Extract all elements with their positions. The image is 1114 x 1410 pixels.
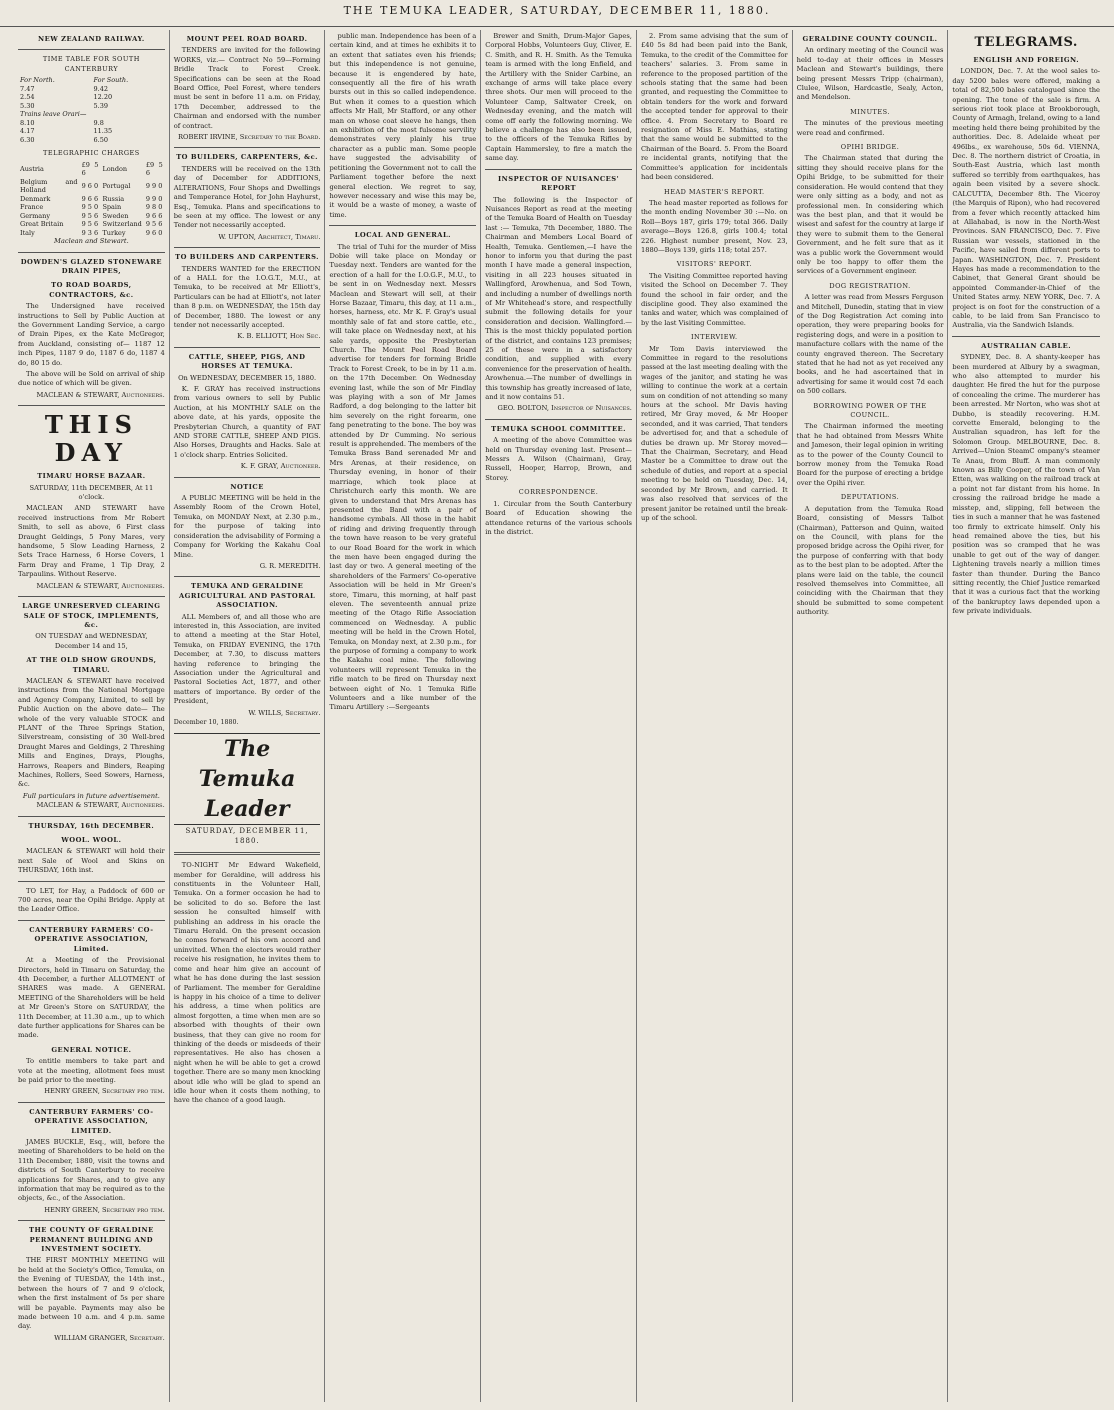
opihi-body: The Chairman stated that during the sitting they should receive plans for the Opihi Bridge, to be submitted for their consideration. He would contend that they were only sitting as a body, and not as professional men. In considering which was the best plan, and that it would be wisest and safest for the country at large if they were to submit them to the General Government, and he felt sure that as it was a public work the Government would only be too happy to offer them the services of a Government engineer.: [796, 154, 944, 276]
local-general-body: The trial of Tuhi for the murder of Miss Dobie will take place on Monday or Tuesday next. Tenders are wanted for the erection of a hall for the I.O.G.F., M.U., to be sent in on Wednesday next. Messrs Maclean and Stewart will sell, at their Horse Bazaar, Timaru, this day, at 11 a.m., horses, harness, etc. Mr K. F. Gray's usual monthly sale of fat and store cattle, etc., will take place on Wednesday next, at his sale yards, opposite the Presbyterian Church. The Mount Peel Road Board advertise for tenders for forming Bridle Track to Forest Creek, to be in by 11 a.m. on the 17th December. On Wednesday evening last, while the son of Mr Findlay was playing with a son of Mr James Radford, a dog belonging to the latter bit him severely on the right forearm, one fang penetrating to the bone. The boy was attended by Dr Cumming. No serious result is apprehended. The members of the Temuka Brass Band serenaded Mr and Mrs Arenas, at their residence, on Thursday evening, in honor of their marriage, which took place at Christchurch early this month. We are given to understand that Mrs Arenas has presented the Band with a pair of handsome cymbals. All those in the habit of riding and driving frequently through the town have reason to be very grateful to our Road Board for the work in which the men have been engaged during the last day or two. A general meeting of the shareholders of the Farmers' Co-operative Association will be held in Mr Green's store, Timaru, this morning, at half past eleven. The seventeenth annual prize meeting of the Otago Rifle Association commenced on Wednesday. A public meeting will be held in the Crown Hotel, Temuka, on Monday next, at 2.30 p.m., for the purpose of forming a company to work the Kakahu coal mine. The following volunteers will represent Temuka in the rifle match to be fired on Thursday next between eight of No. 1 Temuka Rifle Volunteers and a like number of the Timaru Artillery :—Sergeants: [329, 242, 477, 712]
building-society-signature: WILLIAM GRANGER, Secretary.: [54, 1333, 165, 1342]
visitors-title: VISITORS' REPORT.: [676, 260, 752, 269]
tel-cell: Germany: [20, 211, 51, 220]
english-foreign-title: ENGLISH AND FOREIGN.: [973, 56, 1080, 64]
borrowing-body: The Chairman informed the meeting that he had obtained from Messrs White and Jameson, their legal opinion in writing as to the power of the County Council to borrow money from the Temuka Road Board for the purpose of erecting a bridge over the Opihi river.: [796, 422, 944, 487]
bazaar-body: MACLEAN AND STEWART have received instructions from Mr Robert Smith, to sell as above, 6 First class Draught Geldings, 5 Pony Mares, very handsome, 5 Slow Leading Harness, 2 Sets Trace Harness, 6 Horse Covers, 1 Farm Dray and Frame, 1 Tip Dray, 2 Tarpaulins. Without Reserve.: [18, 504, 165, 579]
tel-cell: 9 9 0: [145, 194, 163, 203]
tel-cell: Great Britain: [20, 220, 64, 229]
notice-signature: G. R. MEREDITH.: [259, 561, 321, 570]
rail-cell: 6.50: [93, 135, 108, 144]
general-notice-title: GENERAL NOTICE.: [51, 1045, 132, 1054]
to-let-notice: TO LET, for Hay, a Paddock of 600 or 700 acres, near the Opihi Bridge. Apply at the Leader Office.: [18, 886, 165, 914]
bazaar-title: TIMARU HORSE BAZAAR.: [37, 472, 146, 481]
tel-cell: Austria: [20, 164, 44, 173]
column-3: [325, 30, 481, 1402]
rail-cell: 9.42: [93, 84, 108, 93]
builders-title: TO BUILDERS, CARPENTERS, &c.: [176, 153, 318, 162]
minutes-body: The minutes of the previous meeting were read and confirmed.: [796, 119, 944, 137]
wool-body: MACLEAN & STEWART will hold their next Sale of Wool and Skins on THURSDAY, 16th inst.: [18, 847, 165, 875]
mount-peel-signature: ROBERT IRVINE, Secretary to the Board.: [178, 133, 321, 142]
this-day-heading: THIS DAY: [44, 410, 138, 468]
column-7: [948, 30, 1104, 1402]
borrowing-title: BORROWING POWER OF THE COUNCIL.: [813, 401, 927, 420]
rail-trains-note: Trains leave Orari—: [20, 110, 87, 119]
english-foreign-body: LONDON, Dec. 7. At the wool sales to-day 5200 bales were offered, making a total of 82,500 bales catalogued since the opening. The tone of the sale is firm. A serious riot took place at Brookborough, County of Armagh, Ireland, owing to a land meeting held there being prohibited by the authorities. Dec. 8. Adelaide wheat per 496lbs., ex warehouse, 50s 6d. VIENNA, Dec. 8. The northern district of Croatia, in South-East Austria, which last month suffered so terribly from earthquakes, has again been visited by a severe shock. CALCUTTA, December 8th. The Viceroy (the Marquis of Ripon), who had recovered from a fever which recently attacked him at Allahabad, is now in the North-West Provinces. SAN FRANCISCO, Dec. 7. Five Russian war vessels, stationed in the Pacific, have sailed from different ports to Japan. WASHINGTON, Dec. 7. President Hayes has made a recommendation to the Cabinet, that General Grant should be appointed Commander-in-Chief of the United States army. NEW YORK, Dec. 7. A project is on foot for the construction of a cable, to be laid from San Francisco to Australia, via the Sandwich Islands.: [952, 67, 1100, 330]
masthead: The Temuka Leader: [174, 733, 321, 825]
telegrams-title: TELEGRAMS.: [974, 35, 1078, 50]
correspondence-title: CORRESPONDENCE.: [518, 488, 599, 497]
rail-cell: 7.47: [20, 84, 35, 93]
deputations-body: A deputation from the Temuka Road Board, consisting of Messrs Talbot (Chairman), Patterson and Quinn, waited on the Council, with plans for the proposed bridge across the Opihi river, for the purpose of conferring with that body as to the best plan to be adopted. After the plans were laid on the table, the council resolved themselves into Committee, all coinciding with the Chairman that they should be submitted to some competent authority.: [796, 504, 944, 617]
builders2-body: TENDERS WANTED for the ERECTION of a HALL for the I.O.G.T., M.U., at Temuka, to be received at Mr Elliott's, Particulars can be had at Elliott's, not later than 8 p.m. on WEDNESDAY, the 15th day of December, 1880. The lowest or any tender not necessarily accepted.: [173, 264, 321, 329]
cattle-body: K. F. GRAY has received instructions from various owners to sell by Public Auction, at his MONTHLY SALE on the above date, at his yards, opposite the Presbyterian Church, a quantity of FAT AND STORE CATTLE, SHEEP AND PIGS. Also Horses, Draughts and Hacks. Sale at 1 o'clock sharp. Entries Solicited.: [173, 385, 321, 459]
tel-cell: London: [102, 164, 128, 173]
tel-cell: 9 6 6: [145, 211, 163, 220]
column-2: [170, 30, 326, 1402]
tel-cell: Russia: [102, 194, 125, 203]
head-master-title: HEAD MASTER'S REPORT.: [664, 187, 765, 196]
column-1: [14, 30, 170, 1402]
tel-cell: Portugal: [102, 181, 131, 190]
agri-body: ALL Members of, and all those who are interested in, this Association, are invited to attend a meeting at the Star Hotel, Temuka, on FRIDAY EVENING, the 17th December, at 7.30, to discuss matters having reference to bringing the Association under the Agricultural and Pastoral Societies Act, 1877, and other matters of importance. By order of the President,: [173, 612, 321, 706]
tel-cell: Sweden: [102, 211, 129, 220]
builders-signature: W. UPTON, Architect, Timaru.: [218, 232, 321, 241]
minutes-title: MINUTES.: [850, 107, 890, 116]
rail-cell: 2.54: [20, 93, 35, 102]
building-society-title: THE COUNTY OF GERALDINE PERMANENT BUILDING AND INVESTMENT SOCIETY.: [29, 1226, 154, 1254]
rail-cell: 9.8: [93, 118, 104, 127]
tel-cell: Switzerland: [102, 220, 142, 229]
bazaar-signature: MACLEAN & STEWART, Auctioneers.: [36, 581, 165, 590]
clearing-body: MACLEAN & STEWART have received instructions from the National Mortgage and Agency Company, Limited, to sell by Public Auction on the above date— The whole of the very valuable STOCK and PLANT of the Three Springs Station, Silverstream, consisting of 30 Well-bred Draught Mares and Geldings, 2 Threshing Mills and Engines, Drays, Ploughs, Harrows, Reapers and Binders, Reaping Machines, Rollers, Seed Sowers, Harness, &c.: [18, 676, 165, 789]
tel-cell: 9 6 0: [81, 181, 99, 190]
dowden-title: DOWDEN'S GLAZED STONEWARE DRAIN PIPES,: [20, 257, 163, 275]
tel-cell: Turkey: [102, 228, 126, 237]
cfo2-title: CANTERBURY FARMERS' CO-OPERATIVE ASSOCIATION, LIMITED.: [29, 1107, 154, 1135]
mount-peel-body: TENDERS are invited for the following WORKS, viz.— Contract No 59—Forming Bridle Track to Forest Creek. Specifications can be seen at the Road Board Office, Peel Forest, where tenders must be sent in before 11 a.m. on Friday, 17th December, addressed to the Chairman and endorsed with the number of contract.: [173, 46, 321, 130]
tel-cell: 9 9 0: [145, 181, 163, 190]
head-master-body: The head master reported as follows for the month ending November 30 :—No. on Roll—Boys 187, girls 179; total 366. Daily average—Boys 126.8, girls 100.4; total 226. Highest number present, Nov. 23, 1880—Boys 139, girls 118; total 257.: [640, 198, 788, 254]
clearing-title: LARGE UNRESERVED CLEARING SALE OF STOCK, IMPLEMENTS, &c.: [22, 602, 161, 629]
cfo-title: CANTERBURY FARMERS' CO-OPERATIVE ASSOCIATION, Limited.: [29, 925, 154, 953]
tel-cell: 9 3 6: [81, 228, 99, 237]
rail-head-south: For South.: [93, 76, 129, 85]
column-4: [481, 30, 637, 1402]
rail-cell: 6.30: [20, 135, 35, 144]
wool-title: WOOL. WOOL.: [61, 836, 122, 845]
inspector-signature: GEO. BOLTON, Inspector of Nuisances.: [497, 404, 632, 413]
rail-cell: 8.10: [20, 118, 35, 127]
mount-peel-title: MOUNT PEEL ROAD BOARD.: [186, 35, 308, 43]
tel-cell: 9 5 0: [81, 203, 99, 212]
notice-body: A PUBLIC MEETING will be held in the Assembly Room of the Crown Hotel, Temuka, on MONDAY Next, at 2.30 p.m., for the purpose of taking into consideration the advisability of Forming a Company for Working the Kakahu Coal Mine.: [173, 494, 321, 559]
interview-body: Mr Tom Davis interviewed the Committee in regard to the resolutions passed at the last meeting dealing with the wages of the janitor, and stating he was willing to continue the work at a certain sum on condition of not attending so many hours at the school. Mr Davis having retired, Mr Gray moved, & Mr Hooper seconded, and it was carried, That tenders be advertised for, and that a schedule of duties be drawn up. Mr Storey moved—That the Chairman, Secretary, and Head Master be a Committee to draw out the schedule of duties, and report at a special meeting to be held on Tuesday, Dec. 14, seconded by Mr Brown, and carried. It was also resolved that services of the present janitor be retained until the break-up of the school.: [640, 344, 788, 522]
cattle-date: On WEDNESDAY, DECEMBER 15, 1880.: [178, 373, 317, 382]
railway-subtitle: TIME TABLE FOR SOUTH CANTERBURY: [42, 55, 140, 73]
tel-cell: 9 5 6: [81, 211, 99, 220]
tel-cell: 9 6 0: [145, 228, 163, 237]
rail-head-north: For North.: [20, 76, 55, 85]
tel-cell: France: [20, 203, 44, 212]
rail-cell: 12.20: [93, 93, 113, 102]
interview-title: INTERVIEW.: [690, 333, 738, 342]
tel-cell: Denmark: [20, 194, 51, 203]
newspaper-columns: [14, 30, 1104, 1402]
school-committee-body: A meeting of the above Committee was held on Thursday evening last. Present—Messrs A. Wilson (Chairman), Gray, Russell, Hooper, Harrop, Brown, and Storey.: [485, 436, 632, 482]
dowden-body: The Undersigned have received instructions to Sell by Public Auction at the Government Landing Service, a cargo of Drain Pipes, ex the Kate McGregor, from Auckland, consisting of— 1187 12 inch Pipes, 1187 9 do, 1187 6 do, 1187 4 do, 80 15 do.: [18, 302, 165, 367]
tel-cell: Italy: [20, 228, 35, 237]
deputations-title: DEPUTATIONS.: [840, 493, 900, 502]
telegraph-signature: Maclean and Stewart.: [53, 237, 129, 246]
cfo-body: At a Meeting of the Provisional Directors, held in Timaru on Saturday, the 4th December, a further ALLOTMENT of SHARES was made. A GENERAL MEETING of the Shareholders will be held at Mr Green's Store on SATURDAY, the 11th December, at 11.30 a.m., up to which date further applications for Shares can be made.: [18, 956, 165, 1040]
builders2-title: TO BUILDERS AND CARPENTERS.: [175, 253, 320, 262]
tel-cell: 9 8 0: [145, 203, 163, 212]
cfo2-signature: HENRY GREEN, Secretary pro tem.: [44, 1205, 165, 1214]
dog-registration-title: DOG REGISTRATION.: [829, 281, 911, 290]
tel-cell: £9 5 6: [81, 160, 99, 178]
editorial-body: TO-NIGHT Mr Edward Wakefield, member for Geraldine, will address his constituents in the Volunteer Hall, Temuka. On a former occasion he had to be solicited to do so. Before the last session he consulted himself with publishing an address in his oracle the Timaru Herald. On the present occasion he comes forward of his own accord and uninvited. When the electors would rather receive his resignation, he invites them to come and hear him give an account of what he has done during the last session of Parliament. The member for Geraldine is happy in his choice of a time to deliver his address, a time when politics are almost forgotten, a time when men are so absorbed with thoughts of their own business, that they can give no room for thinking of the deeds or misdeeds of their representatives. He also has chosen a night when he will be able to get a crowd together. There are so many men knocking about idle who will be glad to spend an idle hour when it costs them nothing, to have the chance of a good laugh.: [173, 861, 321, 1105]
rail-cell: 5.39: [93, 101, 108, 110]
tel-cell: 9 6 6: [81, 194, 99, 203]
inspector-body: The following is the Inspector of Nuisances Report as read at the meeting of the Temuka Board of Health on Tuesday last :— Temuka, 7th December, 1880. The Chairman and Members Local Board of Health, Temuka. Gentlemen,—I have the honor to inform you that during the past month I have made a general inspection, visiting in all 223 houses situated in Wallingford, Arowhenua, and Sod Town, and including a number of dwellings north of Mr Whitehead's store, and respectfully submit the following details for your consideration and decision. Wallingford.—This is the most thickly populated portion of the district, and contains 123 premises; 25 of these were in a satisfactory condition, and supplied with every convenience for the preservation of health. Arowhenua.—The number of dwellings in this township has greatly increased of late, and it now contains 51.: [485, 195, 632, 402]
cattle-signature: K. F. GRAY, Auctioneer.: [240, 462, 321, 471]
dowden-note: The above will be Sold on arrival of ship due notice of which will be given.: [18, 370, 165, 388]
clearing-note: Full particulars in future advertisement.: [22, 791, 160, 800]
correspondence-continued: 2. From same advising that the sum of £40 5s 8d had been paid into the Bank, Temuka, to the credit of the Committee for teachers' salaries. 3. From same in reference to the proposed partition of the schools stating that the same had been granted, and requesting the Committee to obtain tenders for the work and forward the accepted tender for approval to their office. 4. From Secretary to Board re resignation of Miss E. Mathias, stating that the same would be submitted to the Chairman of the Board. 5. From the Board re incidental grants, notifying that the Committee's application for incidentals had been considered.: [640, 32, 788, 182]
tel-cell: 9 5 6: [81, 220, 99, 229]
dog-registration-body: A letter was read from Messrs Ferguson and Mitchell, Dunedin, stating that in view of the Dog Registration Act coming into operation, they were preparing books for registering dogs, and were in a position to manufacture collars with the name of the county engraved thereon. The Secretary stated that he had not as yet received any books, and he had ascertained that in advertising for same it would cost 7d each on 500 collars.: [796, 293, 944, 396]
column-5: [637, 30, 793, 1402]
opihi-title: OPIHI BRIDGE.: [840, 143, 900, 152]
cfo2-body: JAMES BUCKLE, Esq., will, before the meeting of Shareholders to be held on the 11th December, 1880, visit the towns and districts of South Canterbury to receive applications for Shares, and to give any information that may be required as to the objects, &c., of the Association.: [18, 1138, 165, 1203]
column-6: [793, 30, 949, 1402]
county-council-title: GERALDINE COUNTY COUNCIL.: [802, 35, 938, 43]
school-committee-title: TEMUKA SCHOOL COMMITTEE.: [491, 424, 626, 433]
dowden-subtitle: TO ROAD BOARDS, CONTRACTORS, &c.: [49, 281, 134, 299]
cattle-title: CATTLE, SHEEP, PIGS, AND HORSES AT TEMUKA.: [188, 352, 306, 371]
railway-title: NEW ZEALAND RAILWAY.: [38, 35, 145, 43]
page-header: THE TEMUKA LEADER, SATURDAY, DECEMBER 11, 1880.: [0, 4, 1114, 27]
tel-cell: Belgium and Holland: [20, 177, 78, 195]
railway-table: [18, 76, 165, 144]
tel-cell: Spain: [102, 203, 122, 212]
tel-cell: 9 5 6: [145, 220, 163, 229]
general-notice-signature: HENRY GREEN, Secretary pro tem.: [44, 1087, 165, 1096]
builders2-signature: K. B. ELLIOTT, Hon Sec.: [237, 332, 321, 341]
general-notice-body: To entitle members to take part and vote at the meeting, allotment fees must be paid prior to the meeting.: [18, 1057, 165, 1084]
builders-body: TENDERS will be received on the 13th day of December for ADDITIONS, ALTERATIONS, Four Shops and Dwellings and Temperance Hotel, for John Hayhurst, Esq., Temuka. Plans and specifications to be seen at my office. The lowest or any Tender not necessarily accepted.: [173, 164, 321, 230]
clearing-date: ON TUESDAY and WEDNESDAY, December 14 and 15,: [35, 632, 148, 650]
dowden-signature: MACLEAN & STEWART, Auctioneers.: [36, 390, 165, 399]
notice-title: NOTICE: [230, 482, 264, 491]
tel-cell: £9 5 6: [145, 160, 163, 178]
australian-cable-title: AUSTRALIAN CABLE.: [981, 341, 1072, 350]
agri-signature: W. WILLS, Secretary.: [248, 708, 321, 717]
rifle-match-body: Brewer and Smith, Drum-Major Gapes, Corporal Hobbs, Volunteers Guy, Cliver, E. C. Smith, and R. H. Smith. As the Temuka team is armed with the long Enfield, and the Artillery with the Snider Carbine, an exchange of arms will take place every three shots. Our men will proceed to the Volunteer Camp, Saltwater Creek, on Wednesday evening, and the match will come off early the following morning. We believe a challenge has also been issued, to the officers of the Temuka Rifles by Captain Hammersley, to fire a match the same day.: [485, 32, 632, 163]
visitors-body: The Visiting Committee reported having visited the School on December 7. They found the school in fair order, and the discipline good. They also examined the tanks and water, which was complained of by the last Visiting Committee.: [640, 271, 788, 327]
county-council-body: An ordinary meeting of the Council was held to-day at their offices in Messrs Maclean and Stewart's buildings, there being present Messrs Tripp (chairman), Clulee, Wilson, Hardcastle, Sealy, Acton, and Mendelson.: [796, 46, 944, 102]
bazaar-date: SATURDAY, 11th DECEMBER, At 11 o'clock.: [29, 483, 154, 502]
correspondence-body: 1. Circular from the South Canterbury Board of Education showing the attendance returns of the various schools in the district.: [485, 499, 632, 536]
rail-cell: 5.30: [20, 101, 35, 110]
telegraph-title: TELEGRAPHIC CHARGES: [43, 149, 140, 158]
agri-date: December 10, 1880.: [173, 719, 239, 726]
inspector-title: INSPECTOR OF NUISANCES' REPORT: [498, 174, 620, 193]
australian-cable-body: SYDNEY, Dec. 8. A shanty-keeper has been murdered at Albury by a swagman, who also attempted to murder his daughter. He fired the hut for the purpose of concealing the crime. The murderer has been arrested. Mr Norton, who was shot at Dubbo, is steadily recovering. H.M. corvette Emerald, belonging to the Australian squadron, has left for the Solomon Group. MELBOURNE, Dec. 8. Arrived—Union SteamC ompany's steamer Te Anau, from Bluff. A man commonly known as Billy Cooper, of the town of Van Etten, was walking on the railroad track at a point not far distant from his home. In crossing the railroad bridge he made a misstep, and, slipping, fell between the ties in such a manner that he was fastened too firmly to extricate himself. Only his head remained above the ties, but his position was so cramped that he was unable to get out of the way of danger. Lightening travels nearly a million times faster than thunder. During the Banco sitting recently, the Chief Justice remarked that it was a curious fact that the working of the bankruptcy laws depended upon a few private individuals.: [952, 353, 1100, 616]
building-society-body: THE FIRST MONTHLY MEETING will be held at the Society's Office, Temuka, on the Evening of TUESDAY, the 14th inst., between the hours of 7 and 9 o'clock, when the first instalment of 5s per share will be payable. Payments may also be made between 10 a.m. and 4 p.m. same day.: [18, 1256, 165, 1331]
telegraph-table: [18, 161, 165, 238]
rail-cell: 11.35: [93, 127, 113, 136]
wool-date: THURSDAY, 16th DECEMBER.: [28, 821, 155, 830]
agri-title: TEMUKA AND GERALDINE AGRICULTURAL AND PASTORAL ASSOCIATION.: [178, 582, 316, 610]
local-general-title: LOCAL AND GENERAL.: [354, 231, 451, 240]
rail-cell: 4.17: [20, 127, 35, 136]
masthead-dateline: SATURDAY, DECEMBER 11, 1880.: [185, 827, 309, 845]
editorial-continued: public man. Independence has been of a certain kind, and at times he exhibits it to an extent that satiates even his friends; but this independence is not genuine, because it is engendered by hate, consequently all the fire of his wrath bursts out in this so called independence. But when it comes to a question which affects Mr Hall, Mr Stafford, or any other man on whose coat sleeve he hangs, then an exhibition of the most fulsome servility demonstrates very plainly his true character as a public man. Some people have suggested the advisability of petitioning the Government not to call the Parliament together before the next general election. We regret to say, however necessary and wise this may be, it would be a waste of money, a waste of time.: [329, 32, 477, 219]
clearing-location: AT THE OLD SHOW GROUNDS, TIMARU.: [26, 656, 157, 674]
clearing-signature: MACLEAN & STEWART, Auctioneers.: [36, 801, 165, 810]
